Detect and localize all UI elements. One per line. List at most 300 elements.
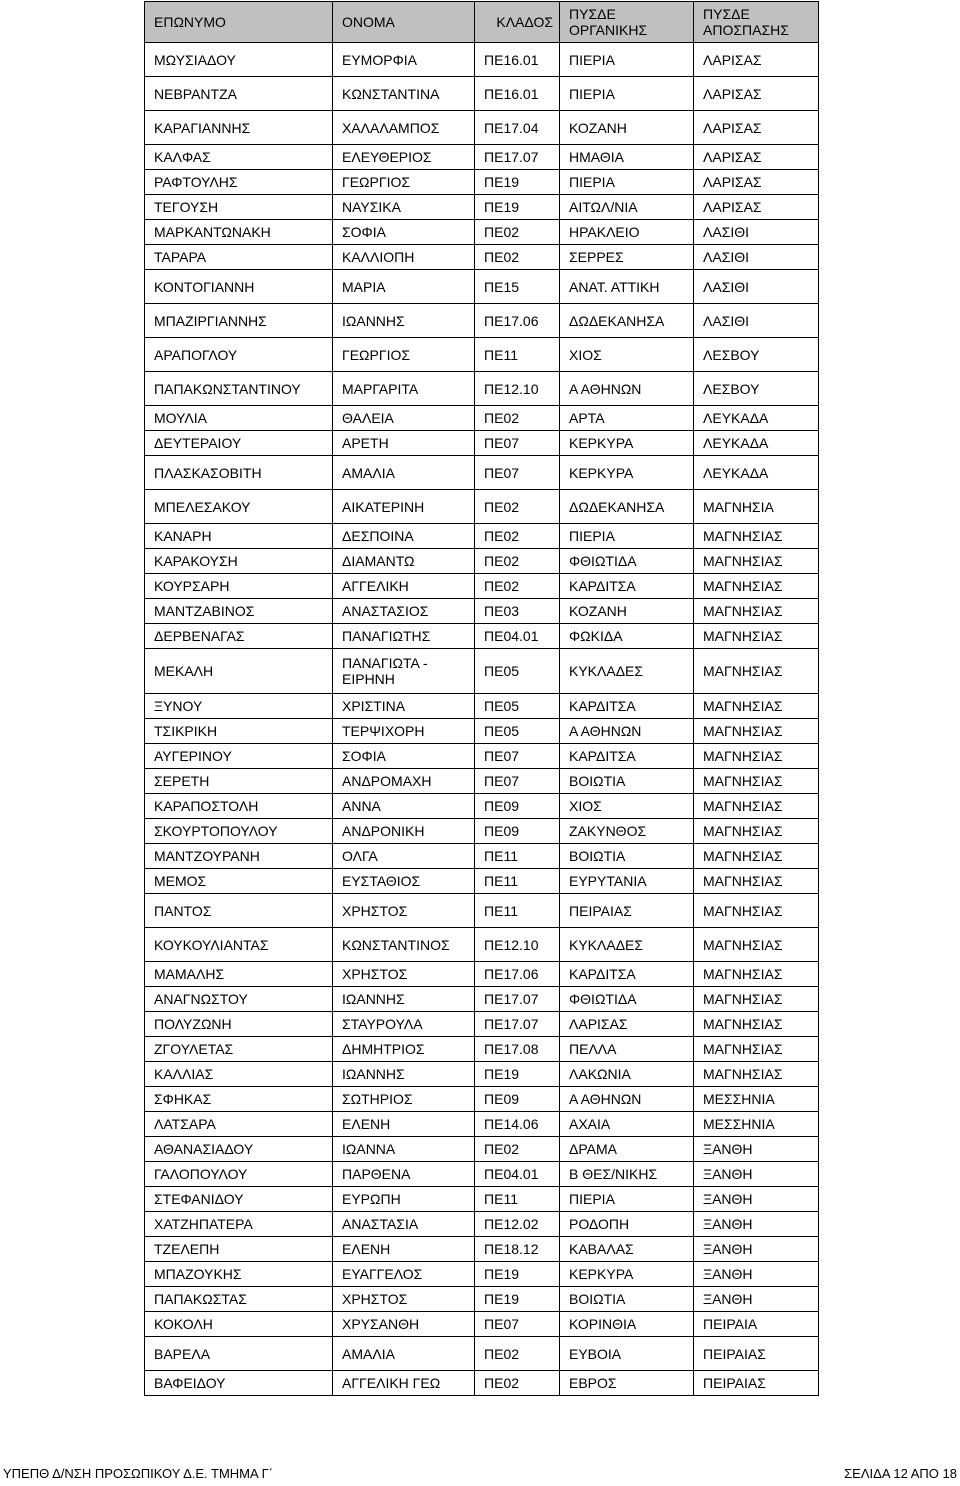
table-row (145, 1212, 819, 1237)
cell-surname: ΚΑΛΦΑΣ (145, 145, 333, 170)
cell-specialty: ΠΕ12.10 (475, 928, 560, 962)
cell-specialty: ΠΕ17.04 (475, 111, 560, 145)
cell-specialty: ΠΕ17.06 (475, 962, 560, 987)
table-row (145, 794, 819, 819)
cell-organic-pysde: ΠΙΕΡΙΑ (560, 43, 694, 77)
cell-first-name: ΧΑΛΑΛΑΜΠΟΣ (333, 111, 475, 145)
cell-first-name: ΣΟΦΙΑ (333, 744, 475, 769)
cell-surname: ΣΕΡΕΤΗ (145, 769, 333, 794)
cell-organic-pysde: ΚΕΡΚΥΡΑ (560, 456, 694, 490)
cell-surname: ΜΠΑΖΙΡΓΙΑΝΝΗΣ (145, 304, 333, 338)
cell-secondment-pysde: ΞΑΝΘΗ (694, 1162, 819, 1187)
cell-first-name: ΤΕΡΨΙΧΟΡΗ (333, 719, 475, 744)
cell-surname: ΖΓΟΥΛΕΤΑΣ (145, 1037, 333, 1062)
cell-specialty: ΠΕ11 (475, 1187, 560, 1212)
table-row (145, 406, 819, 431)
cell-organic-pysde: ΗΜΑΘΙΑ (560, 145, 694, 170)
cell-surname: ΜΩΥΣΙΑΔΟΥ (145, 43, 333, 77)
cell-organic-pysde: ΡΟΔΟΠΗ (560, 1212, 694, 1237)
cell-first-name: ΝΑΥΣΙΚΑ (333, 195, 475, 220)
cell-organic-pysde: ΛΑΚΩΝΙΑ (560, 1062, 694, 1087)
cell-organic-pysde: Α ΑΘΗΝΩΝ (560, 719, 694, 744)
cell-organic-pysde: Α ΑΘΗΝΩΝ (560, 372, 694, 406)
cell-organic-pysde: ΦΘΙΩΤΙΔΑ (560, 549, 694, 574)
table-row (145, 624, 819, 649)
footer-page-number: ΣΕΛΙΔΑ 12 ΑΠΟ 18 (844, 1466, 957, 1481)
table-row (145, 1371, 819, 1396)
cell-first-name: ΙΩΑΝΝΗΣ (333, 304, 475, 338)
cell-organic-pysde: ΖΑΚΥΝΘΟΣ (560, 819, 694, 844)
cell-specialty: ΠΕ07 (475, 769, 560, 794)
cell-specialty: ΠΕ07 (475, 456, 560, 490)
cell-first-name: ΟΛΓΑ (333, 844, 475, 869)
cell-organic-pysde: ΠΕΙΡΑΙΑΣ (560, 894, 694, 928)
cell-first-name: ΑΝΑΣΤΑΣΙΑ (333, 1212, 475, 1237)
table-row (145, 844, 819, 869)
cell-first-name: ΕΛΕΥΘΕΡΙΟΣ (333, 145, 475, 170)
cell-organic-pysde: ΔΩΔΕΚΑΝΗΣΑ (560, 304, 694, 338)
cell-first-name: ΠΑΝΑΓΙΩΤΗΣ (333, 624, 475, 649)
cell-organic-pysde: ΚΑΡΔΙΤΣΑ (560, 962, 694, 987)
cell-organic-pysde: ΚΕΡΚΥΡΑ (560, 431, 694, 456)
cell-surname: ΜΕΜΟΣ (145, 869, 333, 894)
cell-secondment-pysde: ΜΑΓΝΗΣΙΑΣ (694, 649, 819, 694)
cell-first-name: ΙΩΑΝΝΗΣ (333, 987, 475, 1012)
cell-organic-pysde: ΚΟΡΙΝΘΙΑ (560, 1312, 694, 1337)
cell-specialty: ΠΕ02 (475, 1337, 560, 1371)
cell-surname: ΠΛΑΣΚΑΣΟΒΙΤΗ (145, 456, 333, 490)
cell-specialty: ΠΕ17.08 (475, 1037, 560, 1062)
cell-organic-pysde: ΗΡΑΚΛΕΙΟ (560, 220, 694, 245)
table-row (145, 490, 819, 524)
cell-secondment-pysde: ΜΑΓΝΗΣΙΑΣ (694, 1012, 819, 1037)
cell-specialty: ΠΕ12.02 (475, 1212, 560, 1237)
cell-organic-pysde: ΒΟΙΩΤΙΑ (560, 844, 694, 869)
cell-secondment-pysde: ΠΕΙΡΑΙΑΣ (694, 1337, 819, 1371)
cell-specialty: ΠΕ05 (475, 694, 560, 719)
cell-secondment-pysde: ΜΑΓΝΗΣΙΑΣ (694, 524, 819, 549)
cell-surname: ΑΡΑΠΟΓΛΟΥ (145, 338, 333, 372)
cell-organic-pysde: ΦΩΚΙΔΑ (560, 624, 694, 649)
cell-secondment-pysde: ΞΑΝΘΗ (694, 1262, 819, 1287)
cell-specialty: ΠΕ02 (475, 524, 560, 549)
cell-first-name: ΑΓΓΕΛΙΚΗ (333, 574, 475, 599)
cell-first-name: ΔΕΣΠΟΙΝΑ (333, 524, 475, 549)
cell-organic-pysde: ΣΕΡΡΕΣ (560, 245, 694, 270)
cell-surname: ΜΠΑΖΟΥΚΗΣ (145, 1262, 333, 1287)
cell-surname: ΑΝΑΓΝΩΣΤΟΥ (145, 987, 333, 1012)
cell-first-name: ΚΩΝΣΤΑΝΤΙΝΑ (333, 77, 475, 111)
cell-organic-pysde: ΚΑΒΑΛΑΣ (560, 1237, 694, 1262)
table-row (145, 1187, 819, 1212)
cell-organic-pysde: ΠΕΛΛΑ (560, 1037, 694, 1062)
cell-first-name: ΔΙΑΜΑΝΤΩ (333, 549, 475, 574)
cell-surname: ΞΥΝΟΥ (145, 694, 333, 719)
cell-surname: ΚΑΡΑΚΟΥΣΗ (145, 549, 333, 574)
table-row (145, 1162, 819, 1187)
cell-secondment-pysde: ΜΑΓΝΗΣΙΑ (694, 490, 819, 524)
cell-secondment-pysde: ΜΑΓΝΗΣΙΑΣ (694, 869, 819, 894)
cell-surname: ΚΟΥΡΣΑΡΗ (145, 574, 333, 599)
cell-secondment-pysde: ΛΑΡΙΣΑΣ (694, 170, 819, 195)
cell-first-name: ΑΜΑΛΙΑ (333, 456, 475, 490)
cell-organic-pysde: Α ΑΘΗΝΩΝ (560, 1087, 694, 1112)
cell-first-name: ΕΛΕΝΗ (333, 1237, 475, 1262)
cell-secondment-pysde: ΛΑΡΙΣΑΣ (694, 111, 819, 145)
cell-surname: ΣΤΕΦΑΝΙΔΟΥ (145, 1187, 333, 1212)
cell-first-name: ΚΑΛΛΙΟΠΗ (333, 245, 475, 270)
cell-secondment-pysde: ΜΕΣΣΗΝΙΑ (694, 1087, 819, 1112)
cell-secondment-pysde: ΜΑΓΝΗΣΙΑΣ (694, 1037, 819, 1062)
personnel-table (144, 1, 819, 1396)
cell-specialty: ΠΕ16.01 (475, 43, 560, 77)
cell-surname: ΠΑΠΑΚΩΝΣΤΑΝΤΙΝΟΥ (145, 372, 333, 406)
cell-surname: ΚΑΡΑΓΙΑΝΝΗΣ (145, 111, 333, 145)
cell-specialty: ΠΕ17.07 (475, 1012, 560, 1037)
cell-secondment-pysde: ΜΑΓΝΗΣΙΑΣ (694, 574, 819, 599)
cell-specialty: ΠΕ07 (475, 744, 560, 769)
cell-surname: ΝΕΒΡΑΝΤΖΑ (145, 77, 333, 111)
cell-secondment-pysde: ΜΑΓΝΗΣΙΑΣ (694, 769, 819, 794)
cell-surname: ΓΑΛΟΠΟΥΛΟΥ (145, 1162, 333, 1187)
cell-secondment-pysde: ΜΕΣΣΗΝΙΑ (694, 1112, 819, 1137)
cell-surname: ΚΑΛΛΙΑΣ (145, 1062, 333, 1087)
cell-surname: ΣΚΟΥΡΤΟΠΟΥΛΟΥ (145, 819, 333, 844)
cell-organic-pysde: ΔΡΑΜΑ (560, 1137, 694, 1162)
cell-specialty: ΠΕ19 (475, 1262, 560, 1287)
cell-organic-pysde: ΛΑΡΙΣΑΣ (560, 1012, 694, 1037)
cell-specialty: ΠΕ11 (475, 844, 560, 869)
cell-organic-pysde: ΑΧΑΙΑ (560, 1112, 694, 1137)
cell-surname: ΧΑΤΖΗΠΑΤΕΡΑ (145, 1212, 333, 1237)
cell-secondment-pysde: ΛΑΣΙΘΙ (694, 245, 819, 270)
cell-surname: ΔΕΥΤΕΡΑΙΟΥ (145, 431, 333, 456)
cell-organic-pysde: ΚΑΡΔΙΤΣΑ (560, 744, 694, 769)
cell-organic-pysde: ΚΑΡΔΙΤΣΑ (560, 574, 694, 599)
cell-secondment-pysde: ΜΑΓΝΗΣΙΑΣ (694, 819, 819, 844)
cell-secondment-pysde: ΞΑΝΘΗ (694, 1137, 819, 1162)
table-row (145, 338, 819, 372)
cell-secondment-pysde: ΛΕΣΒΟΥ (694, 338, 819, 372)
cell-first-name: ΑΓΓΕΛΙΚΗ ΓΕΩ (333, 1371, 475, 1396)
cell-surname: ΜΠΕΛΕΣΑΚΟΥ (145, 490, 333, 524)
cell-secondment-pysde: ΜΑΓΝΗΣΙΑΣ (694, 744, 819, 769)
cell-specialty: ΠΕ02 (475, 490, 560, 524)
table-row (145, 987, 819, 1012)
table-row (145, 1062, 819, 1087)
cell-specialty: ΠΕ02 (475, 220, 560, 245)
cell-first-name: ΧΡΙΣΤΙΝΑ (333, 694, 475, 719)
cell-specialty: ΠΕ09 (475, 819, 560, 844)
cell-specialty: ΠΕ19 (475, 195, 560, 220)
table-row (145, 43, 819, 77)
table-row (145, 524, 819, 549)
cell-first-name: ΣΤΑΥΡΟΥΛΑ (333, 1012, 475, 1037)
cell-first-name: ΕΥΣΤΑΘΙΟΣ (333, 869, 475, 894)
cell-first-name: ΠΑΡΘΕΝΑ (333, 1162, 475, 1187)
cell-specialty: ΠΕ15 (475, 270, 560, 304)
cell-specialty: ΠΕ18.12 (475, 1237, 560, 1262)
table-row (145, 599, 819, 624)
column-header-organic-pysde: ΠΥΣΔΕ ΟΡΓΑΝΙΚΗΣ (560, 2, 694, 43)
table-row (145, 694, 819, 719)
cell-organic-pysde: Β ΘΕΣ/ΝΙΚΗΣ (560, 1162, 694, 1187)
cell-secondment-pysde: ΛΕΥΚΑΔΑ (694, 456, 819, 490)
table-row (145, 304, 819, 338)
cell-specialty: ΠΕ05 (475, 719, 560, 744)
table-row (145, 549, 819, 574)
cell-surname: ΚΟΥΚΟΥΛΙΑΝΤΑΣ (145, 928, 333, 962)
cell-organic-pysde: ΚΑΡΔΙΤΣΑ (560, 694, 694, 719)
table-row (145, 1262, 819, 1287)
table-row (145, 1137, 819, 1162)
cell-organic-pysde: ΦΘΙΩΤΙΔΑ (560, 987, 694, 1012)
table-row (145, 245, 819, 270)
cell-secondment-pysde: ΜΑΓΝΗΣΙΑΣ (694, 694, 819, 719)
table-row (145, 574, 819, 599)
cell-first-name: ΜΑΡΙΑ (333, 270, 475, 304)
table-row (145, 77, 819, 111)
cell-specialty: ΠΕ19 (475, 1062, 560, 1087)
cell-secondment-pysde: ΛΕΥΚΑΔΑ (694, 406, 819, 431)
cell-first-name: ΣΟΦΙΑ (333, 220, 475, 245)
cell-organic-pysde: ΑΡΤΑ (560, 406, 694, 431)
cell-secondment-pysde: ΛΑΡΙΣΑΣ (694, 77, 819, 111)
cell-specialty: ΠΕ04.01 (475, 1162, 560, 1187)
column-header-secondment-pysde: ΠΥΣΔΕ ΑΠΟΣΠΑΣΗΣ (694, 2, 819, 43)
cell-organic-pysde: ΚΟΖΑΝΗ (560, 111, 694, 145)
table-row (145, 1237, 819, 1262)
cell-organic-pysde: ΠΙΕΡΙΑ (560, 1187, 694, 1212)
cell-first-name: ΘΑΛΕΙΑ (333, 406, 475, 431)
cell-specialty: ΠΕ11 (475, 869, 560, 894)
cell-surname: ΜΕΚΑΛΗ (145, 649, 333, 694)
cell-first-name: ΓΕΩΡΓΙΟΣ (333, 170, 475, 195)
cell-first-name: ΑΝΔΡΟΝΙΚΗ (333, 819, 475, 844)
cell-specialty: ΠΕ02 (475, 406, 560, 431)
table-row (145, 769, 819, 794)
cell-surname: ΛΑΤΣΑΡΑ (145, 1112, 333, 1137)
cell-surname: ΠΑΠΑΚΩΣΤΑΣ (145, 1287, 333, 1312)
cell-surname: ΔΕΡΒΕΝΑΓΑΣ (145, 624, 333, 649)
table-row (145, 431, 819, 456)
cell-surname: ΤΣΙΚΡΙΚΗ (145, 719, 333, 744)
cell-organic-pysde: ΠΙΕΡΙΑ (560, 170, 694, 195)
cell-first-name: ΣΩΤΗΡΙΟΣ (333, 1087, 475, 1112)
cell-secondment-pysde: ΜΑΓΝΗΣΙΑΣ (694, 599, 819, 624)
cell-secondment-pysde: ΜΑΓΝΗΣΙΑΣ (694, 794, 819, 819)
column-header-specialty: ΚΛΑΔΟΣ (475, 2, 560, 43)
cell-specialty: ΠΕ03 (475, 599, 560, 624)
cell-first-name: ΕΥΡΩΠΗ (333, 1187, 475, 1212)
cell-secondment-pysde: ΛΑΣΙΘΙ (694, 220, 819, 245)
table-row (145, 1337, 819, 1371)
cell-organic-pysde: ΕΒΡΟΣ (560, 1371, 694, 1396)
cell-first-name: ΑΜΑΛΙΑ (333, 1337, 475, 1371)
cell-organic-pysde: ΚΥΚΛΑΔΕΣ (560, 928, 694, 962)
cell-specialty: ΠΕ17.07 (475, 145, 560, 170)
cell-specialty: ΠΕ12.10 (475, 372, 560, 406)
cell-surname: ΜΑΜΑΛΗΣ (145, 962, 333, 987)
cell-surname: ΒΑΦΕΙΔΟΥ (145, 1371, 333, 1396)
cell-organic-pysde: ΚΕΡΚΥΡΑ (560, 1262, 694, 1287)
table-body (145, 43, 819, 1396)
table-row (145, 719, 819, 744)
cell-organic-pysde: ΠΙΕΡΙΑ (560, 524, 694, 549)
table-row (145, 819, 819, 844)
cell-secondment-pysde: ΛΕΣΒΟΥ (694, 372, 819, 406)
cell-surname: ΚΟΚΟΛΗ (145, 1312, 333, 1337)
cell-secondment-pysde: ΛΑΡΙΣΑΣ (694, 195, 819, 220)
cell-secondment-pysde: ΛΑΣΙΘΙ (694, 270, 819, 304)
cell-surname: ΚΑΝΑΡΗ (145, 524, 333, 549)
cell-surname: ΠΟΛΥΖΩΝΗ (145, 1012, 333, 1037)
table-row (145, 372, 819, 406)
cell-organic-pysde: ΧΙΟΣ (560, 338, 694, 372)
table-row (145, 869, 819, 894)
cell-specialty: ΠΕ09 (475, 794, 560, 819)
table-row (145, 1037, 819, 1062)
table-row (145, 170, 819, 195)
column-header-first-name: ΟΝΟΜΑ (333, 2, 475, 43)
cell-specialty: ΠΕ07 (475, 431, 560, 456)
cell-organic-pysde: ΚΟΖΑΝΗ (560, 599, 694, 624)
table-row (145, 1287, 819, 1312)
table-row (145, 195, 819, 220)
cell-secondment-pysde: ΜΑΓΝΗΣΙΑΣ (694, 928, 819, 962)
cell-secondment-pysde: ΜΑΓΝΗΣΙΑΣ (694, 894, 819, 928)
table-row (145, 928, 819, 962)
table-row (145, 145, 819, 170)
table-row (145, 1112, 819, 1137)
cell-first-name: ΧΡΥΣΑΝΘΗ (333, 1312, 475, 1337)
cell-specialty: ΠΕ11 (475, 338, 560, 372)
cell-surname: ΜΑΡΚΑΝΤΩΝΑΚΗ (145, 220, 333, 245)
cell-secondment-pysde: ΠΕΙΡΑΙΑΣ (694, 1371, 819, 1396)
cell-surname: ΣΦΗΚΑΣ (145, 1087, 333, 1112)
cell-first-name: ΑΝΝΑ (333, 794, 475, 819)
cell-specialty: ΠΕ04.01 (475, 624, 560, 649)
cell-organic-pysde: ΑΙΤΩΛ/ΝΙΑ (560, 195, 694, 220)
cell-secondment-pysde: ΜΑΓΝΗΣΙΑΣ (694, 1062, 819, 1087)
cell-organic-pysde: ΑΝΑΤ. ΑΤΤΙΚΗ (560, 270, 694, 304)
table-row (145, 744, 819, 769)
cell-first-name: ΧΡΗΣΤΟΣ (333, 894, 475, 928)
cell-first-name: ΔΗΜΗΤΡΙΟΣ (333, 1037, 475, 1062)
table-row (145, 220, 819, 245)
cell-surname: ΑΥΓΕΡΙΝΟΥ (145, 744, 333, 769)
cell-secondment-pysde: ΞΑΝΘΗ (694, 1237, 819, 1262)
cell-surname: ΠΑΝΤΟΣ (145, 894, 333, 928)
cell-specialty: ΠΕ11 (475, 894, 560, 928)
cell-secondment-pysde: ΜΑΓΝΗΣΙΑΣ (694, 987, 819, 1012)
cell-secondment-pysde: ΠΕΙΡΑΙΑ (694, 1312, 819, 1337)
table-row (145, 1087, 819, 1112)
cell-first-name: ΚΩΝΣΤΑΝΤΙΝΟΣ (333, 928, 475, 962)
table-row (145, 1312, 819, 1337)
cell-specialty: ΠΕ02 (475, 1137, 560, 1162)
cell-first-name: ΑΝΔΡΟΜΑΧΗ (333, 769, 475, 794)
cell-secondment-pysde: ΞΑΝΘΗ (694, 1287, 819, 1312)
table-row (145, 270, 819, 304)
cell-surname: ΚΟΝΤΟΓΙΑΝΝΗ (145, 270, 333, 304)
cell-secondment-pysde: ΛΑΣΙΘΙ (694, 304, 819, 338)
cell-first-name: ΕΥΜΟΡΦΙΑ (333, 43, 475, 77)
cell-specialty: ΠΕ19 (475, 1287, 560, 1312)
cell-specialty: ΠΕ02 (475, 1371, 560, 1396)
cell-secondment-pysde: ΛΑΡΙΣΑΣ (694, 43, 819, 77)
cell-first-name: ΧΡΗΣΤΟΣ (333, 962, 475, 987)
cell-specialty: ΠΕ09 (475, 1087, 560, 1112)
cell-surname: ΜΑΝΤΖΟΥΡΑΝΗ (145, 844, 333, 869)
table-row (145, 1012, 819, 1037)
cell-first-name: ΕΛΕΝΗ (333, 1112, 475, 1137)
column-header-surname: ΕΠΩΝΥΜΟ (145, 2, 333, 43)
table-row (145, 456, 819, 490)
cell-surname: ΤΕΓΟΥΣΗ (145, 195, 333, 220)
table-row (145, 894, 819, 928)
cell-specialty: ΠΕ16.01 (475, 77, 560, 111)
cell-first-name: ΜΑΡΓΑΡΙΤΑ (333, 372, 475, 406)
cell-first-name: ΧΡΗΣΤΟΣ (333, 1287, 475, 1312)
cell-specialty: ΠΕ02 (475, 245, 560, 270)
table-header-row (145, 2, 819, 43)
cell-organic-pysde: ΔΩΔΕΚΑΝΗΣΑ (560, 490, 694, 524)
table-row (145, 962, 819, 987)
cell-surname: ΤΖΕΛΕΠΗ (145, 1237, 333, 1262)
cell-surname: ΑΘΑΝΑΣΙΑΔΟΥ (145, 1137, 333, 1162)
cell-first-name: ΑΙΚΑΤΕΡΙΝΗ (333, 490, 475, 524)
cell-surname: ΒΑΡΕΛΑ (145, 1337, 333, 1371)
cell-secondment-pysde: ΞΑΝΘΗ (694, 1212, 819, 1237)
cell-specialty: ΠΕ19 (475, 170, 560, 195)
cell-first-name: ΓΕΩΡΓΙΟΣ (333, 338, 475, 372)
cell-specialty: ΠΕ02 (475, 574, 560, 599)
cell-specialty: ΠΕ17.07 (475, 987, 560, 1012)
footer-department: ΥΠΕΠΘ Δ/ΝΣΗ ΠΡΟΣΩΠΙΚΟΥ Δ.Ε. ΤΜΗΜΑ Γ΄ (3, 1466, 274, 1481)
cell-specialty: ΠΕ05 (475, 649, 560, 694)
cell-organic-pysde: ΠΙΕΡΙΑ (560, 77, 694, 111)
cell-secondment-pysde: ΜΑΓΝΗΣΙΑΣ (694, 962, 819, 987)
cell-specialty: ΠΕ07 (475, 1312, 560, 1337)
cell-organic-pysde: ΒΟΙΩΤΙΑ (560, 769, 694, 794)
table-row (145, 111, 819, 145)
cell-surname: ΡΑΦΤΟΥΛΗΣ (145, 170, 333, 195)
cell-surname: ΤΑΡΑΡΑ (145, 245, 333, 270)
cell-secondment-pysde: ΛΑΡΙΣΑΣ (694, 145, 819, 170)
cell-secondment-pysde: ΜΑΓΝΗΣΙΑΣ (694, 719, 819, 744)
cell-first-name: ΑΡΕΤΗ (333, 431, 475, 456)
cell-secondment-pysde: ΜΑΓΝΗΣΙΑΣ (694, 549, 819, 574)
cell-surname: ΚΑΡΑΠΟΣΤΟΛΗ (145, 794, 333, 819)
cell-first-name: ΙΩΑΝΝΑ (333, 1137, 475, 1162)
cell-organic-pysde: ΚΥΚΛΑΔΕΣ (560, 649, 694, 694)
cell-secondment-pysde: ΛΕΥΚΑΔΑ (694, 431, 819, 456)
cell-secondment-pysde: ΜΑΓΝΗΣΙΑΣ (694, 624, 819, 649)
cell-specialty: ΠΕ17.06 (475, 304, 560, 338)
cell-first-name: ΑΝΑΣΤΑΣΙΟΣ (333, 599, 475, 624)
cell-specialty: ΠΕ02 (475, 549, 560, 574)
cell-first-name: ΠΑΝΑΓΙΩΤΑ - ΕΙΡΗΝΗ (333, 649, 475, 694)
cell-surname: ΜΟΥΛΙΑ (145, 406, 333, 431)
cell-secondment-pysde: ΞΑΝΘΗ (694, 1187, 819, 1212)
cell-first-name: ΙΩΑΝΝΗΣ (333, 1062, 475, 1087)
table-row (145, 649, 819, 694)
cell-organic-pysde: ΧΙΟΣ (560, 794, 694, 819)
cell-organic-pysde: ΕΥΒΟΙΑ (560, 1337, 694, 1371)
cell-specialty: ΠΕ14.06 (475, 1112, 560, 1137)
cell-secondment-pysde: ΜΑΓΝΗΣΙΑΣ (694, 844, 819, 869)
